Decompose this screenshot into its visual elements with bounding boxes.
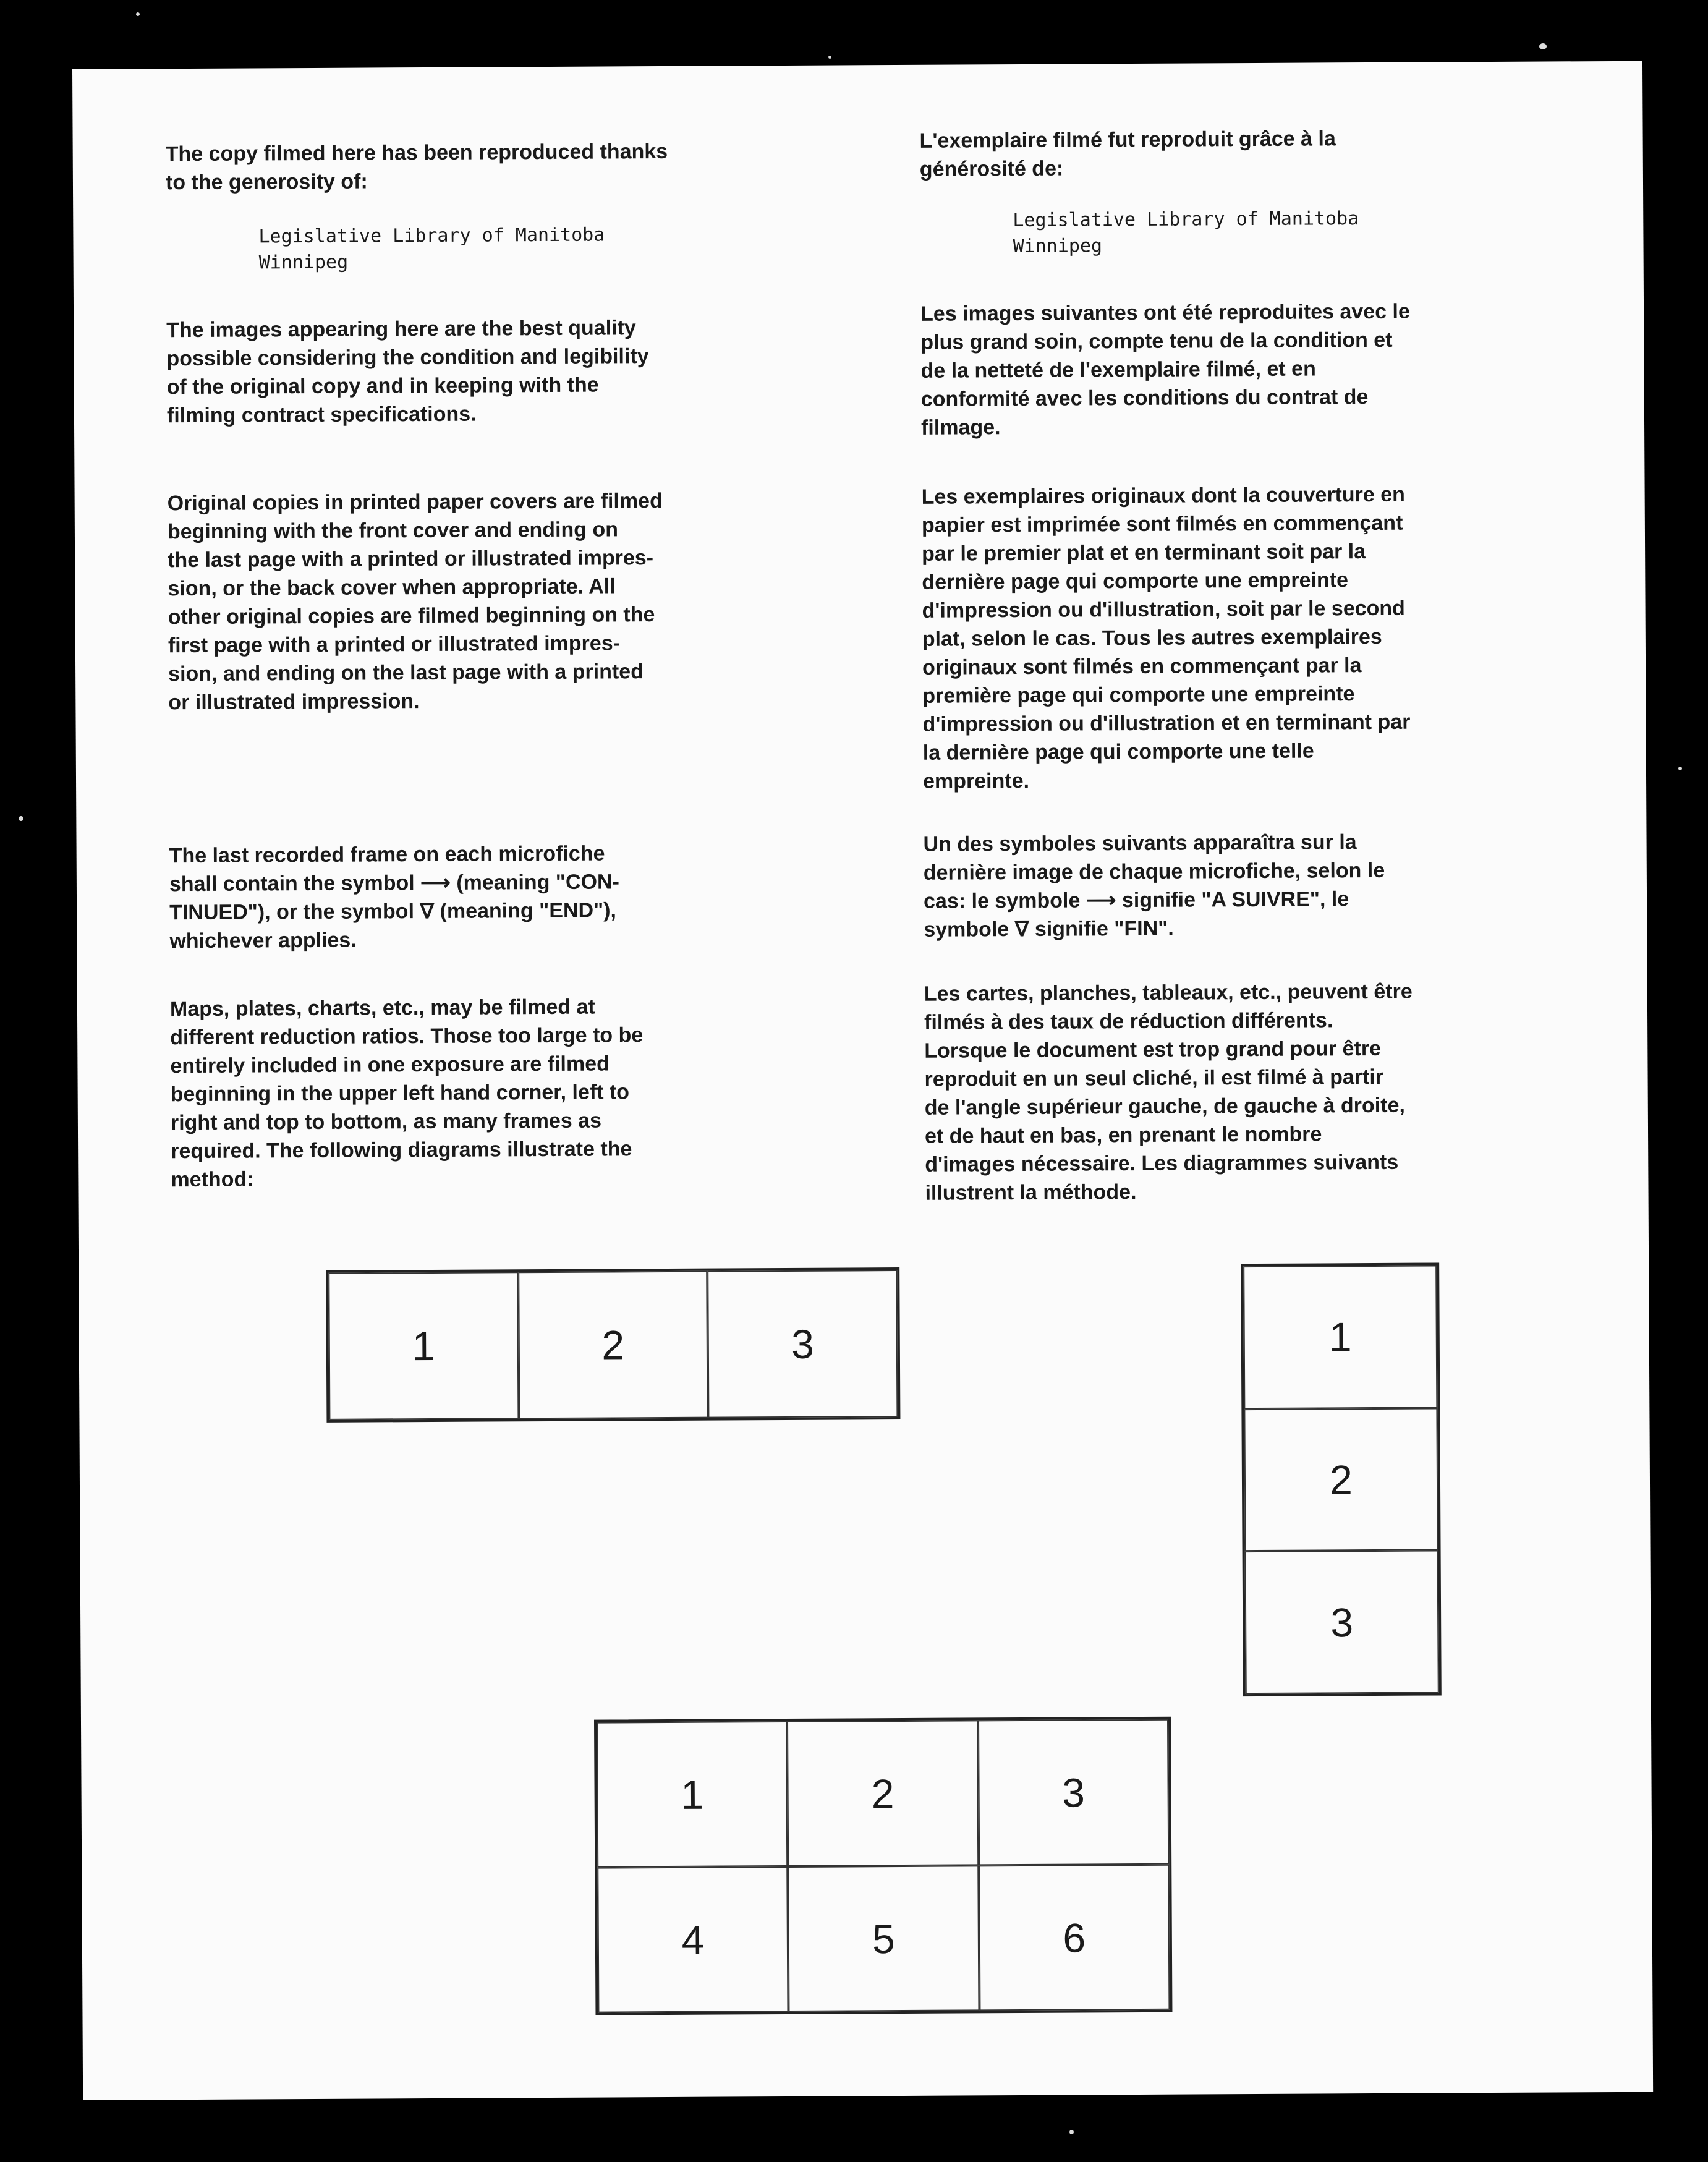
diagram-horizontal-row bbox=[326, 1267, 900, 1423]
frame-cell: 2 bbox=[518, 1271, 708, 1419]
french-column bbox=[919, 61, 1574, 1205]
maps-plates-text-en: Maps, plates, charts, etc., may be filmed at different reduction ratios. Those too large to be entirely included in one exposure are filmed beginning in the upper left hand corner, left to right and top to bottom, as many frames as required. The following diagrams illustrate the method: bbox=[169, 995, 644, 1192]
acknowledgement-text-fr: L'exemplaire filmé fut reproduit grâce à la générosité de: bbox=[919, 127, 1336, 181]
film-speck bbox=[1539, 43, 1547, 49]
film-speck bbox=[19, 816, 23, 821]
film-speck bbox=[1678, 767, 1682, 770]
microfiche-target-sheet bbox=[72, 61, 1653, 2100]
frame-cell: 5 bbox=[788, 1865, 980, 2012]
library-name-fr: Legislative Library of Manitoba Winnipeg bbox=[1013, 208, 1359, 258]
acknowledgement-text-en: The copy filmed here has been reproduced thanks to the generosity of: bbox=[165, 139, 668, 195]
film-speck bbox=[136, 12, 140, 16]
diagram-grid bbox=[594, 1717, 1172, 2015]
english-column bbox=[165, 66, 820, 1192]
frame-cell: 1 bbox=[1243, 1265, 1437, 1408]
frame-cell: 1 bbox=[597, 1721, 788, 1868]
maps-plates-text-fr: Les cartes, planches, tableaux, etc., peuvent être filmés à des taux de réduction différents. Lorsque le document est trop grand pour être reproduit en un seul cliché, il est filmé à partir de l'angle supérieur gauche, de gauche à droite, et de haut en bas, en prenant le nombre d'images nécessaire. Les diagrammes suivants illustrent la méthode. bbox=[924, 979, 1413, 1205]
frame-cell: 3 bbox=[1245, 1551, 1439, 1694]
library-name-en: Legislative Library of Manitoba Winnipeg bbox=[258, 224, 605, 274]
frame-cell: 2 bbox=[1244, 1408, 1438, 1551]
frame-cell: 2 bbox=[787, 1720, 979, 1866]
film-speck bbox=[1069, 2130, 1074, 2134]
frame-cell: 3 bbox=[708, 1270, 898, 1418]
original-copies-text-en: Original copies in printed paper covers are filmed beginning with the front cover and ending on the last page with a printed or illustrated impres- sion, or the back cover when appropriate. All other original copies are filmed beginning on the first page with a printed or illustrated impres- sion, and ending on the last page with a printed or illustrated impression. bbox=[167, 489, 663, 715]
frame-symbol-text-fr: Un des symboles suivants apparaîtra sur la dernière image de chaque microfiche, selon le cas: le symbole ⟶ signifie "A SUIVRE", le symbole ∇ signifie "FIN". bbox=[923, 830, 1385, 942]
image-quality-text-fr: Les images suivantes ont été reproduites avec le plus grand soin, compte tenu de la condition et de la netteté de l'exemplaire filmé, et en conformité avec les conditions du contrat de filmage. bbox=[920, 299, 1410, 440]
frame-cell: 6 bbox=[979, 1865, 1170, 2011]
image-quality-text-en: The images appearing here are the best quality possible considering the condition and legibility of the original copy and in keeping with the filming contract specifications. bbox=[166, 316, 649, 428]
diagram-vertical-column bbox=[1241, 1262, 1442, 1696]
frame-symbol-text-en: The last recorded frame on each microfiche shall contain the symbol ⟶ (meaning "CON- TINUED"), or the symbol ∇ (meaning "END"), whichever applies. bbox=[169, 841, 619, 953]
frame-cell: 4 bbox=[597, 1866, 789, 2013]
frame-cell: 1 bbox=[328, 1272, 519, 1420]
original-copies-text-fr: Les exemplaires originaux dont la couverture en papier est imprimée sont filmés en commençant par le premier plat et en terminant soit par la dernière page qui comporte une empreinte d'impression ou d'illustration, soit par le second plat, selon le cas. Tous les autres exemplaires originaux sont filmés en commençant par la première page qui comporte une empreinte d'impression ou d'illustration et en terminant par la dernière page qui comporte une telle empreinte. bbox=[921, 482, 1411, 793]
frame-cell: 3 bbox=[978, 1719, 1170, 1866]
film-speck bbox=[828, 56, 831, 59]
